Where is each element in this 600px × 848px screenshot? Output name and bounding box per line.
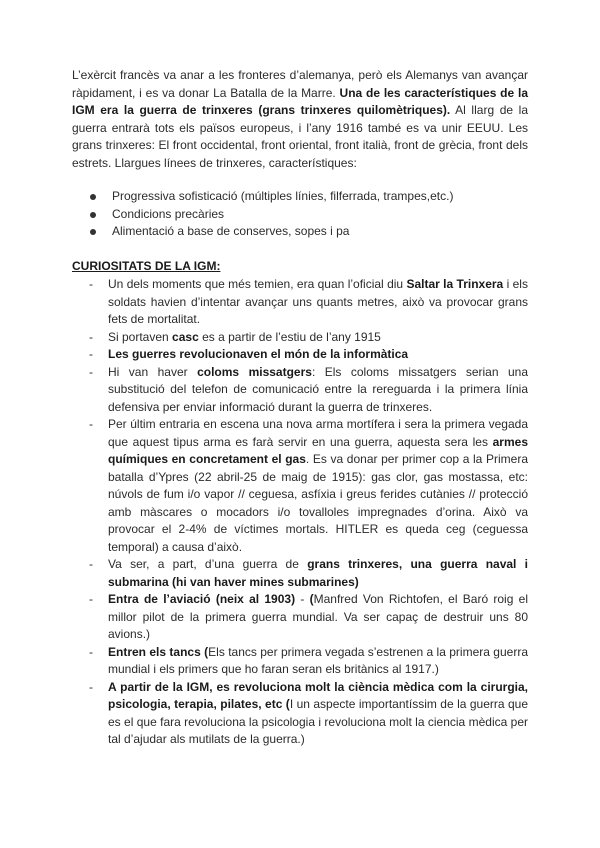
curiosity-item-5 [72,416,528,556]
curiosity-item-3 [72,346,528,364]
curiosities-list [72,276,528,749]
list-item-text: Condicions precàries [112,206,225,221]
section-title: CURIOSITATS DE LA IGM: [72,258,221,273]
item-bold: Entra de l’aviació (neix al 1903) [108,592,296,606]
dash-marker: - [89,277,93,291]
dash-marker: - [89,329,93,344]
list-item [112,206,528,224]
item-bold: ( [309,592,314,606]
item-text: Hi van haver [108,364,198,379]
bullet-icon [90,194,96,200]
curiosity-item-7 [72,591,528,644]
item-text: es a partir de l’estiu de l’any 1915 [198,329,381,344]
curiosity-item-6 [72,556,528,591]
list-item-text: Alimentació a base de conserves, sopes i pa [112,224,350,238]
intro-bold-1: Una de les característiques de la IGM era la guerra de trinxeres (grans trinxeres quilomètriques). [72,85,528,117]
item-text: . Es va donar per primer cop a la Primera batalla d’Ypres (22 abril-25 de maig de 1915): gas clor, gas mostassa, etc: núvols de fum i/o vapor // ceguesa, asfíxia i greus ferides cutànies // protecció amb màscares o mocadors i/o tovalloles impregnades d’orina. Això va provocar el 2-4% de víctimes mortals. HITLER es queda ceg (ceguessa temporal) a causa d’això. [108,452,528,554]
intro-text-1: L’exèrcit francès va anar a les fronteres d’alemanya, però els Alemanys van avançar ràpidament, i es va donar La Batalla de la Marre. [72,68,528,100]
bullet-icon [90,212,96,218]
item-text: Un dels moments que més temien, era quan l’oficial diu [108,277,407,291]
item-text: - [295,592,310,606]
item-bold: Saltar la Trinxera [406,277,504,291]
curiosity-item-8 [72,644,528,679]
item-bold: A partir de la IGM, es revoluciona molt la ciència mèdica com la cirurgia, psicologia, terapia, pilates, etc ( [108,679,528,711]
list-item-text: Progressiva sofisticació (múltiples línies, filferrada, trampes,etc.) [112,189,454,203]
item-bold: casc [172,329,199,344]
item-bold: grans trinxeres, una guerra naval i submarina (hi van haver mines submarines) [108,557,528,589]
trench-characteristics-list [72,188,528,241]
item-bold: armes químiques en concretament el gas [108,434,528,466]
dash-marker: - [89,347,93,361]
curiosity-item-1 [72,276,528,329]
item-text: I un aspecte importantíssim de la guerra que es el que fara revoluciona la psicologia i revoluciona molt la ciencia mèdica per tal d’ajudar als mutilats de la guerra.) [108,697,529,746]
item-bold: Les guerres revolucionaven el món de la informàtica [108,347,409,361]
dash-marker: - [89,679,93,694]
intro-paragraph [72,67,528,172]
list-item [112,223,528,241]
item-text: Manfred Von Richtofen, el Baró roig el millor pilot de la primera guerra mundial. Va ser capaç de destruir uns 80 avions.) [108,592,529,641]
dash-marker: - [89,644,93,659]
curiosity-item-9 [72,679,528,749]
dash-marker: - [89,557,93,571]
item-text: i els soldats havien d’intentar avançar uns quants metres, això va provocar grans fets de mortalitat. [108,277,528,326]
item-text: Els tancs per primera vegada s’estrenen a la primera guerra mundial i els primers que ho faran seran els britànics al 1917.) [108,644,528,676]
item-bold: coloms missatgers [197,364,312,379]
dash-marker: - [89,417,93,431]
bullet-icon [90,229,96,235]
item-text: Si portaven [108,329,173,344]
item-bold: Entren els tancs ( [108,644,209,659]
curiosity-item-2 [72,329,528,347]
dash-marker: - [89,592,93,606]
intro-text-2: Al llarg de la guerra entrarà tots els països europeus, i l’any 1916 també es va unir EEUU. Les grans trinxeres: El front occidental, front oriental, front italià, front de grècia, front dels estrets. Llargues línees de trinxeres, característiques: [72,103,528,170]
item-text: Va ser, a part, d’una guerra de [108,557,308,571]
item-text: : Els coloms missatgers serian una substitució del telefon de comunicació entre la rereguarda i la primera línia defensiva per enviar informació durant la guerra de trinxeres. [108,364,529,414]
curiosity-item-4 [72,364,528,417]
item-text: Per últim entraria en escena una nova arma mortífera i sera la primera vegada que aquest tipus arma es farà servir en una guerra, aquesta sera les [108,417,528,449]
dash-marker: - [89,364,93,379]
list-item [112,188,528,206]
